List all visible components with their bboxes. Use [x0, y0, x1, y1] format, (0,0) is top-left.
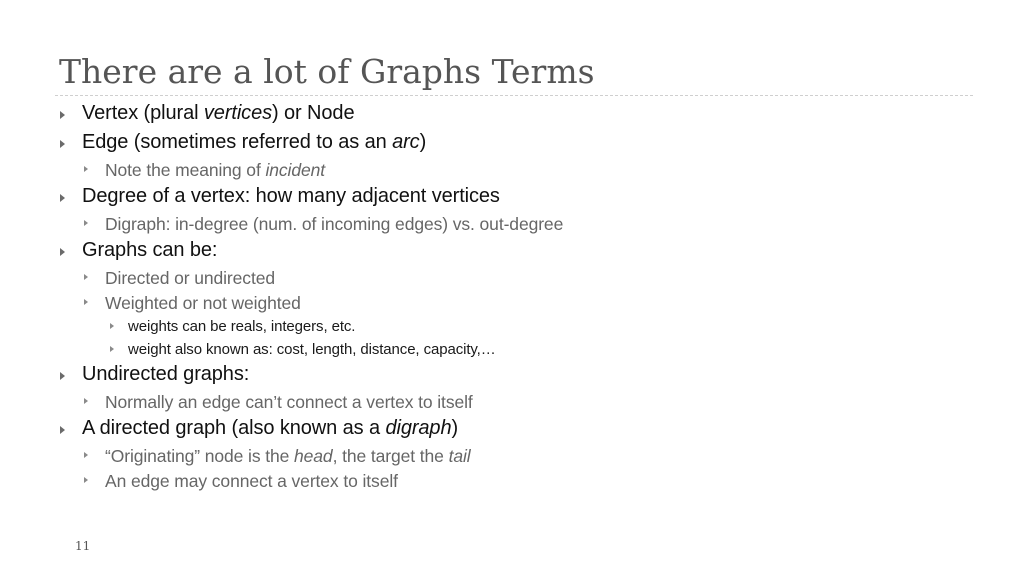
bullet-arrow-icon — [60, 140, 65, 148]
bullet-arrow-icon — [110, 323, 114, 329]
bullet-self-loop — [105, 471, 398, 492]
bullet-degree — [82, 185, 500, 208]
bullet-text: weight also known as: cost, length, distance, capacity,… — [128, 341, 496, 358]
bullet-arrow-icon — [60, 194, 65, 202]
bullet-arrow-icon — [84, 220, 88, 226]
bullet-text: Digraph: in-degree (num. of incoming edges) vs. out-degree — [105, 214, 564, 234]
slide-title: There are a lot of Graphs Terms — [59, 52, 595, 91]
bullet-text: Directed or undirected — [105, 268, 275, 288]
bullet-arrow-icon — [60, 111, 65, 119]
bullet-text: Normally an edge can’t connect a vertex to itself — [105, 392, 473, 412]
page-number: 11 — [75, 539, 91, 553]
bullet-text: An edge may connect a vertex to itself — [105, 471, 398, 491]
bullet-weighted — [105, 293, 301, 314]
bullet-arrow-icon — [84, 477, 88, 483]
bullet-arrow-icon — [110, 346, 114, 352]
bullet-text: Undirected graphs: — [82, 363, 250, 385]
bullet-text: “Originating” node is the head, the target the tail — [105, 446, 471, 466]
bullet-note-incident — [105, 160, 325, 181]
bullet-weight-aka — [128, 341, 496, 358]
bullet-text: Degree of a vertex: how many adjacent vertices — [82, 185, 500, 207]
bullet-weights-types — [128, 318, 355, 335]
bullet-directed — [105, 268, 275, 289]
bullet-text: Note the meaning of incident — [105, 160, 325, 180]
bullet-arrow-icon — [60, 248, 65, 256]
bullet-edge — [82, 131, 426, 154]
bullet-text: Edge (sometimes referred to as an arc) — [82, 131, 427, 153]
bullet-arrow-icon — [84, 166, 88, 172]
bullet-no-self-loop — [105, 392, 473, 413]
bullet-undirected-graphs — [82, 363, 249, 386]
bullet-arrow-icon — [60, 426, 65, 434]
bullet-arrow-icon — [60, 372, 65, 380]
bullet-arrow-icon — [84, 299, 88, 305]
bullet-head-tail — [105, 446, 471, 467]
bullet-text: A directed graph (also known as a digraph) — [82, 417, 459, 439]
bullet-directed-graph — [82, 417, 458, 440]
bullet-text: Graphs can be: — [82, 239, 218, 261]
bullet-arrow-icon — [84, 274, 88, 280]
bullet-digraph-degree — [105, 214, 563, 235]
bullet-text: Vertex (plural vertices) or Node — [82, 102, 355, 124]
bullet-graphs-can-be — [82, 239, 217, 262]
bullet-text: weights can be reals, integers, etc. — [128, 318, 356, 335]
bullet-arrow-icon — [84, 398, 88, 404]
bullet-vertex — [82, 102, 354, 125]
bullet-text: Weighted or not weighted — [105, 293, 301, 313]
bullet-arrow-icon — [84, 452, 88, 458]
